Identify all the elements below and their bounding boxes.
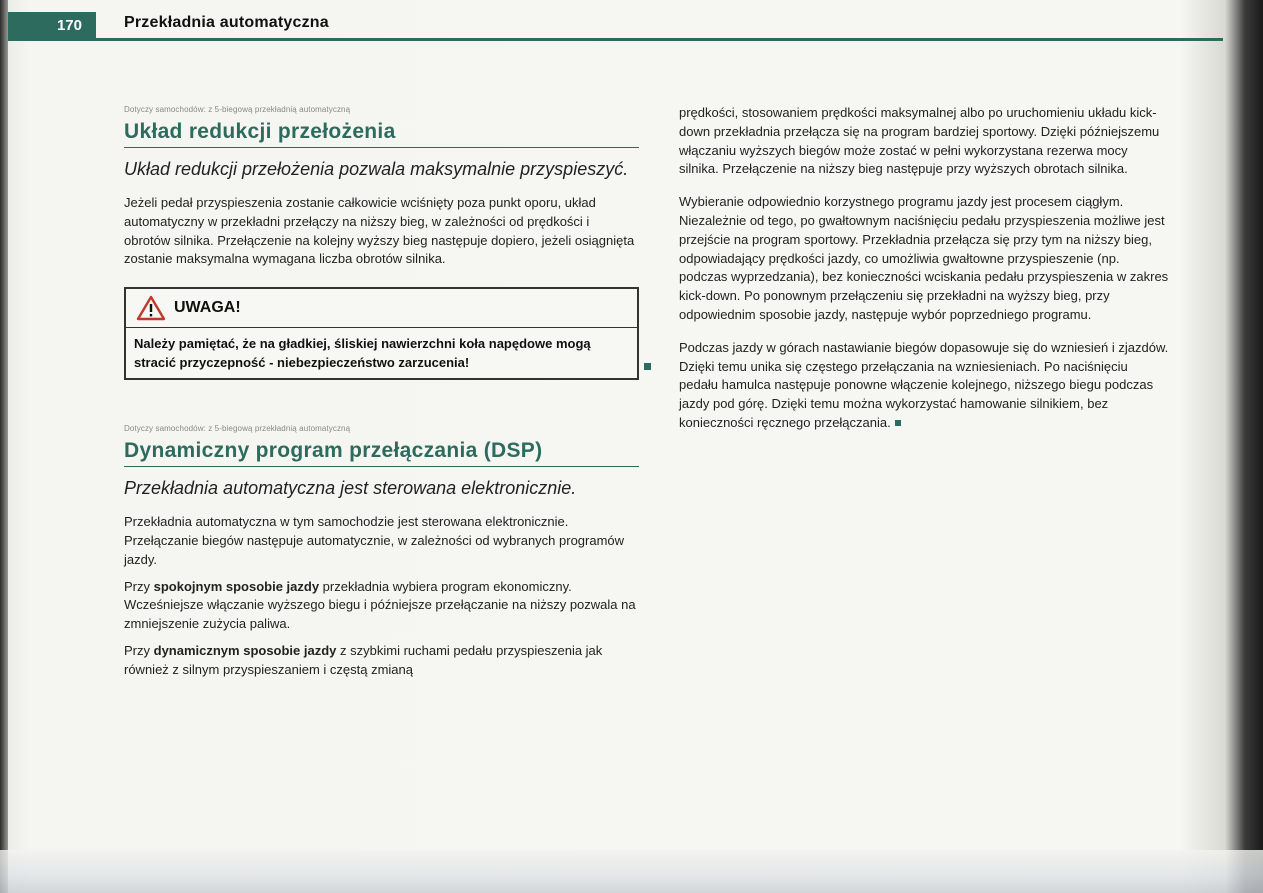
header-rule (8, 38, 1223, 41)
warning-text: Należy pamiętać, że na gładkiej, śliskiej nawierzchni koła napędowe mogą stracić przyczepność - niebezpieczeństwo zarzucenia! (134, 336, 591, 371)
bottom-bleed (0, 850, 1263, 893)
section2-paragraph-2 (124, 578, 639, 634)
right-paragraph-3 (679, 339, 1169, 433)
right-paragraph-1: prędkości, stosowaniem prędkości maksymalnej albo po uruchomieniu układu kick-down przekładnia przełącza się na program bardziej sportowy. Dzięki późniejszemu włączaniu wyższych biegów może zostać w pełni wykorzystana rezerwa mocy silnika. Przełączenie na niższy bieg następuje przy wyższych obrotach silnika. (679, 105, 1160, 177)
section2-title: Dynamiczny program przełączania (DSP) (124, 439, 639, 467)
text-span: Przy (124, 642, 154, 658)
text-span: przekładnia wybiera program ekonomiczny. Wcześniejsze włączanie wyższego biegu i późniejsze przełączanie na niższy pozwala na zmniejszenie zużycia paliwa. (124, 578, 636, 632)
text-span: z szybkimi ruchami pedału przyspieszenia jak również z silnym przyspieszaniem i częstą zmianą (124, 642, 603, 677)
warning-header (126, 289, 637, 328)
section-end-mark (644, 363, 651, 370)
right-column (679, 104, 1169, 447)
section-end-mark (895, 420, 901, 426)
section1-applicability: Dotyczy samochodów: z 5-biegową przekładnią automatyczną (124, 105, 351, 114)
section2 (124, 424, 639, 679)
right-paragraph-2: Wybieranie odpowiednio korzystnego programu jazdy jest procesem ciągłym. Niezależnie od tego, po gwałtownym naciśnięciu pedału przyspieszenia możliwe jest przejście na program sportowy. Przekładnia przełącza się przy tym na niższy bieg, odpowiadający prędkości jazdy, co umożliwia gwałtowne przyspieszenie (np. podczas wyprzedzania), bez konieczności wciskania pedału przyspieszenia w zakres kick-down. Po ponownym przełączeniu się przekładni na wyższy bieg, przy odpowiednim sposobie jazdy, następuje wybór poprzedniego programu. (679, 194, 1169, 322)
section2-paragraph-1: Przekładnia automatyczna w tym samochodzie jest sterowana elektronicznie. Przełączanie biegów następuje automatycznie, w zależności od wybranych programów jazdy. (124, 514, 625, 567)
text-span: Przy (124, 578, 154, 594)
emphasis-dynamic-driving: dynamicznym sposobie jazdy (153, 642, 337, 658)
page-binding-shadow (0, 0, 8, 893)
section1-lead: Układ redukcji przełożenia pozwala maksymalnie przyspieszyć. (124, 159, 629, 179)
section2-applicability: Dotyczy samochodów: z 5-biegową przekładnią automatyczną (124, 424, 351, 434)
warning-box (124, 287, 639, 380)
emphasis-calm-driving: spokojnym sposobie jazdy (153, 578, 320, 594)
section1-paragraph: Jeżeli pedał przyspieszenia zostanie całkowicie wciśnięty poza punkt oporu, układ automatyczny w przekładni przełączy na niższy bieg, w zależności od prędkości i obrotów silnika. Przełączenie na kolejny wyższy bieg następuje dopiero, jeżeli osiągnięta zostanie maksymalna wymagana liczba obrotów silnika. (124, 195, 635, 267)
warning-triangle-icon (136, 295, 166, 321)
chapter-title: Przekładnia automatyczna (124, 14, 329, 31)
section2-lead: Przekładnia automatyczna jest sterowana elektronicznie. (124, 478, 577, 499)
text-span: Podczas jazdy w górach nastawianie biegów dopasowuje się do wzniesień i zjazdów. Dzięki temu unika się częstego przełączania na wzniesieniach. Po naciśnięciu pedału hamulca następuje ponowne włączenie kolejnego, niższego biegu podczas jazdy pod górę. Dzięki temu można wykorzystać hamowanie silnikiem, bez konieczności ręcznego przełączania. (679, 339, 1169, 430)
section1-title: Układ redukcji przełożenia (124, 120, 639, 148)
left-column (124, 105, 639, 688)
warning-title: UWAGA! (174, 299, 241, 317)
page-number: 170 (8, 12, 96, 40)
section2-paragraph-3 (124, 642, 639, 680)
